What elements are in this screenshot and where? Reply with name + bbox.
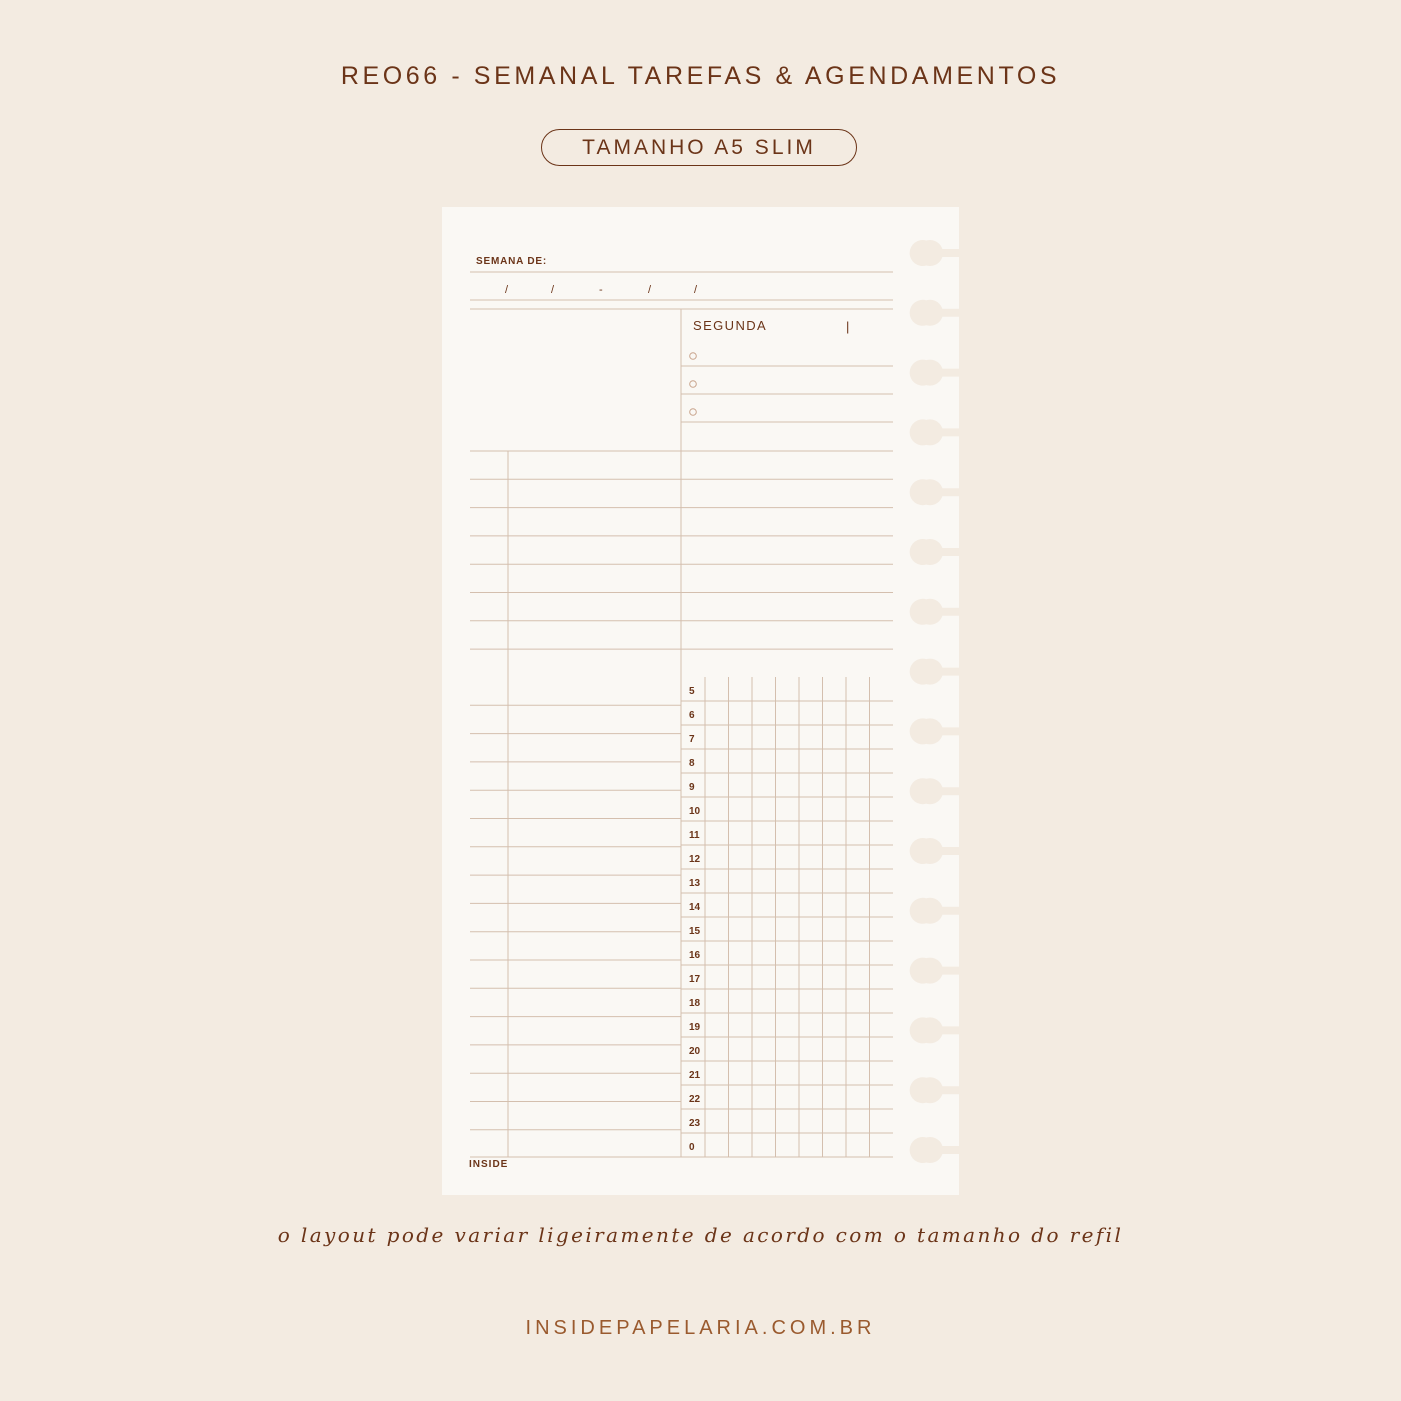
binding-hole <box>917 958 943 984</box>
day-label: SEGUNDA <box>693 318 768 333</box>
website-url: INSIDEPAPELARIA.COM.BR <box>525 1317 876 1339</box>
hour-label: 11 <box>689 830 700 841</box>
binding-hole <box>917 300 943 326</box>
binding-hole <box>917 360 943 386</box>
size-badge: TAMANHO A5 SLIM <box>541 129 857 166</box>
hour-label: 21 <box>689 1070 701 1081</box>
binding-hole <box>917 1077 943 1103</box>
hour-label: 18 <box>689 998 701 1009</box>
hour-label: 20 <box>689 1046 701 1057</box>
binding-hole <box>917 1017 943 1043</box>
hour-label: 16 <box>689 950 701 961</box>
week-label: SEMANA DE: <box>476 256 547 267</box>
hour-label: 17 <box>689 974 701 985</box>
binding-hole <box>917 898 943 924</box>
binding-hole <box>917 240 943 266</box>
hour-label: 10 <box>689 806 701 817</box>
hour-label: 22 <box>689 1094 701 1105</box>
brand-mark: INSIDE <box>469 1159 509 1170</box>
hour-label: 9 <box>689 782 695 793</box>
hour-label: 0 <box>689 1142 695 1153</box>
task-checkbox-icon <box>690 409 697 416</box>
task-checkbox-icon <box>690 381 697 388</box>
hour-label: 8 <box>689 758 695 769</box>
binding-hole <box>917 718 943 744</box>
binding-hole <box>917 539 943 565</box>
binding-hole <box>917 599 943 625</box>
hour-label: 15 <box>689 926 701 937</box>
planner-sheet <box>442 207 959 1195</box>
hour-label: 5 <box>689 686 695 697</box>
hour-label: 7 <box>689 734 695 745</box>
binding-hole <box>917 659 943 685</box>
binding-hole <box>917 419 943 445</box>
date-separator: / <box>505 284 509 296</box>
date-separator: / <box>694 284 698 296</box>
hour-label: 13 <box>689 878 701 889</box>
binding-hole <box>917 838 943 864</box>
page-title: REO66 - SEMANAL TAREFAS & AGENDAMENTOS <box>340 62 1061 90</box>
binding-hole <box>917 778 943 804</box>
date-separator: / <box>648 284 652 296</box>
layout-note: o layout pode variar ligeiramente de acordo com o tamanho do refil <box>277 1223 1124 1247</box>
hour-label: 23 <box>689 1118 701 1129</box>
task-checkbox-icon <box>690 353 697 360</box>
date-separator: - <box>599 284 603 296</box>
day-divider: | <box>846 319 850 334</box>
hour-label: 6 <box>689 710 695 721</box>
binding-hole <box>917 479 943 505</box>
date-separator: / <box>551 284 555 296</box>
hour-label: 12 <box>689 854 701 865</box>
hour-label: 19 <box>689 1022 701 1033</box>
binding-hole <box>917 1137 943 1163</box>
hour-label: 14 <box>689 902 701 913</box>
